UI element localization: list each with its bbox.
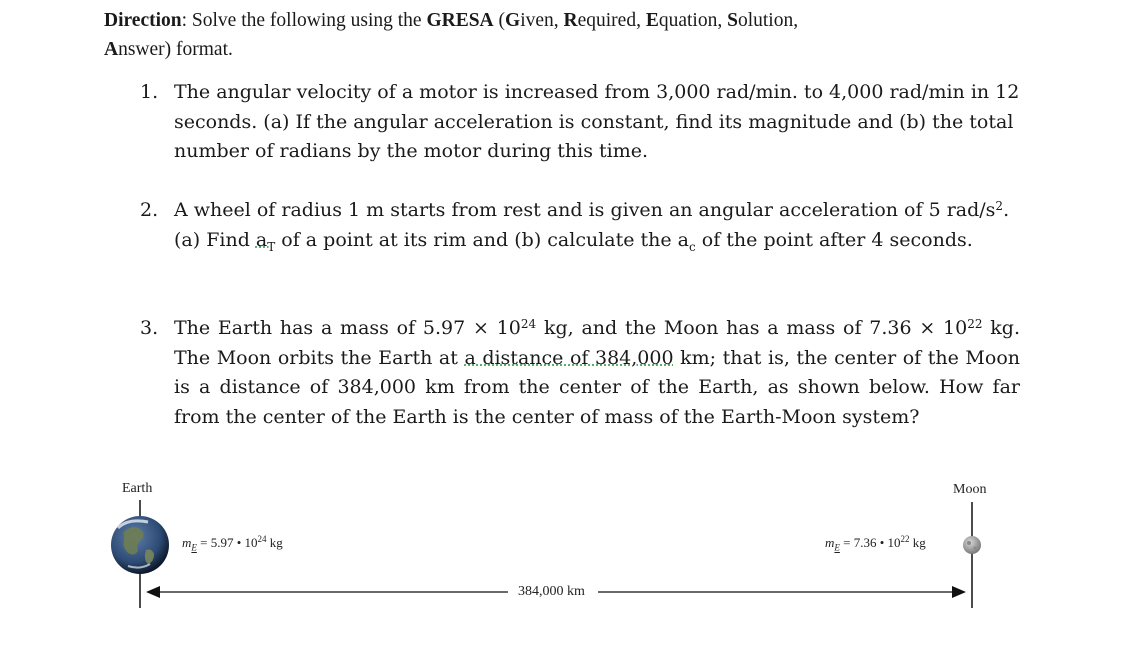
direction-text: ( (493, 10, 506, 31)
direction-paragraph (104, 6, 1004, 64)
gresa-letter: E (645, 10, 659, 31)
earth-mass-label (182, 535, 283, 553)
moon-icon (963, 536, 981, 554)
question-text-part: A wheel of radius 1 m starts from rest and is given an angular acceleration of 5 rad/s (174, 199, 996, 221)
gresa-letter: G (505, 10, 521, 31)
direction-text: : Solve the following using the (181, 10, 427, 31)
question-number: 1. (140, 81, 159, 103)
superscript: 22 (967, 317, 983, 331)
direction-text: equired, (577, 10, 646, 31)
gresa-letter: R (563, 10, 578, 31)
question-text-part: . (a) Find (174, 199, 1010, 251)
question-text-part: of a point at its rim and (b) calculate the a (275, 228, 690, 251)
distance-label: 384,000 km (518, 584, 585, 599)
underlined-phrase: a distance of 384,000 (464, 346, 674, 369)
mass-exponent: 24 (257, 534, 267, 544)
question-text (174, 196, 1020, 262)
gresa-label: GRESA (426, 10, 494, 31)
subscript: T (267, 239, 276, 254)
symbol-letter: a (255, 228, 268, 251)
tangential-accel-symbol (255, 228, 276, 254)
question-text-part: kg, and the Moon has a mass of 7.36 × 10 (536, 317, 968, 339)
question-text (174, 314, 1020, 432)
direction-text: nswer) format. (118, 39, 233, 60)
arrowhead-left (146, 586, 160, 598)
mass-symbol: m (182, 535, 192, 550)
question-1 (140, 78, 1020, 167)
superscript: 24 (520, 317, 537, 331)
question-number: 2. (140, 199, 159, 221)
mass-exponent: 22 (900, 534, 910, 544)
question-text: The angular velocity of a motor is increased from 3,000 rad/min. to 4,000 rad/min in 12 seconds. (a) If the angular acceleration is constant, find its magnitude and (b) the total number of radians by the motor during this time. (174, 81, 1020, 162)
mass-unit: kg (909, 535, 926, 550)
direction-label: Direction (104, 10, 182, 31)
subscript: c (689, 239, 696, 254)
gresa-letter: S (727, 10, 738, 31)
question-text-part: The Earth has a mass of 5.97 × 10 (174, 317, 521, 339)
arrowhead-right (952, 586, 966, 598)
earth-icon (111, 516, 169, 574)
mass-value: = 5.97 • 10 (196, 535, 258, 550)
mass-unit: kg (266, 535, 283, 550)
question-text-part: kg. The Moon orbits the Earth at (174, 317, 1020, 369)
mass-value: = 7.36 • 10 (839, 535, 901, 550)
direction-text: quation, (658, 10, 728, 31)
direction-text: iven, (520, 10, 564, 31)
mass-subscript: E (191, 542, 197, 553)
question-number: 3. (140, 317, 159, 339)
superscript: 2 (995, 199, 1004, 213)
gresa-letter: A (104, 39, 119, 60)
mass-symbol: m (825, 535, 835, 550)
moon-mass-label (825, 535, 926, 553)
question-2 (140, 196, 1020, 262)
earth-label: Earth (122, 481, 153, 496)
mass-subscript: E (834, 542, 840, 553)
question-text-part: km; that is, the center of the Moon is a distance of 384,000 km from the center of the Earth, as shown below. How far from the center of the Earth is the center of mass of the Earth-Moon system? (174, 346, 1021, 428)
moon-label: Moon (953, 482, 987, 497)
question-3 (140, 314, 1020, 432)
question-text-part: of the point after 4 seconds. (695, 228, 973, 251)
direction-text: olution, (737, 10, 799, 31)
